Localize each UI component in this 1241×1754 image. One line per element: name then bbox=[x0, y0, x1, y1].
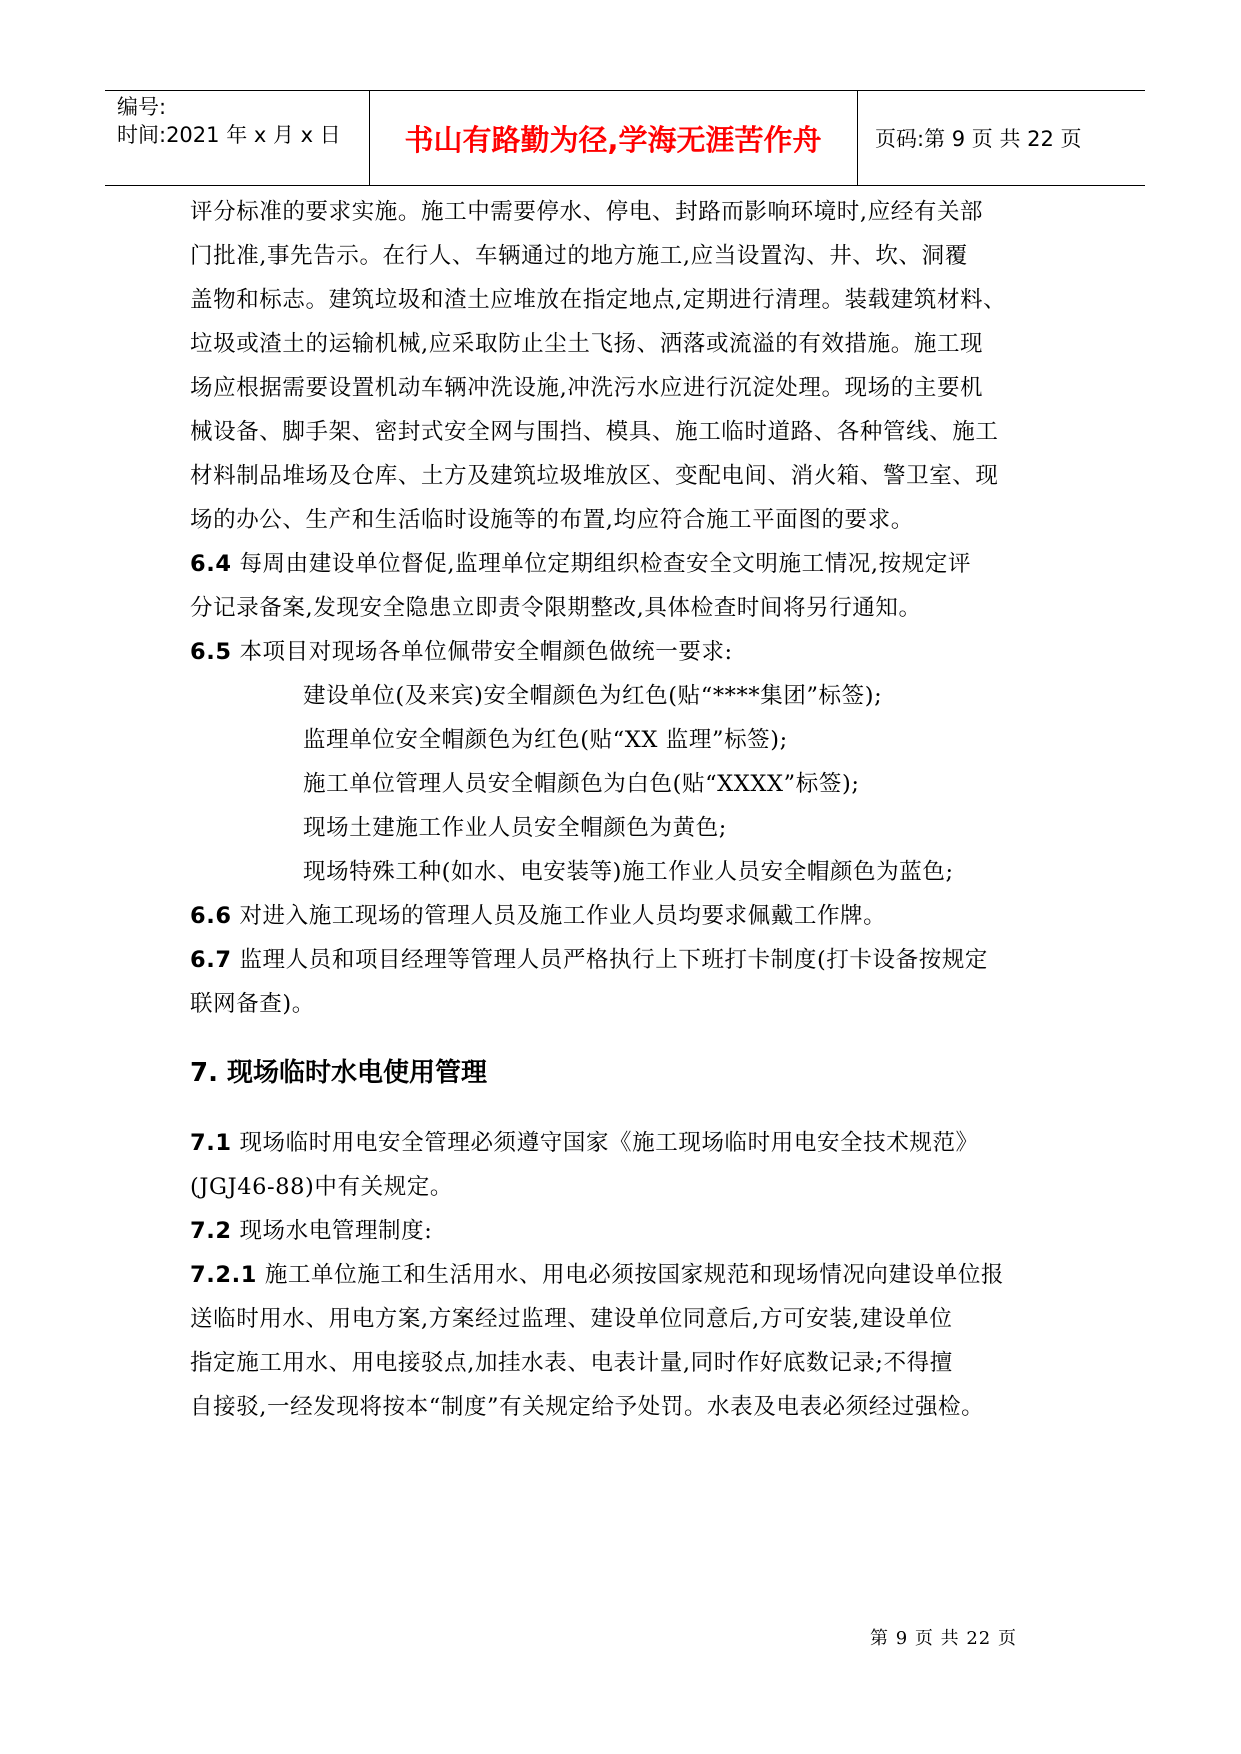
section-text: 本项目对现场各单位佩带安全帽颜色做统一要求: bbox=[239, 639, 733, 665]
section-6-5 bbox=[190, 637, 733, 667]
section-7-2-1 bbox=[190, 1260, 1004, 1290]
helmet-rule: 施工单位管理人员安全帽颜色为白色(贴“XXXX”标签); bbox=[303, 771, 860, 797]
text-line: 指定施工用水、用电接驳点,加挂水表、电表计量,同时作好底数记录;不得擅 bbox=[190, 1350, 953, 1376]
page-footer: 第 9 页 共 22 页 bbox=[870, 1628, 1017, 1649]
section-heading: 7. 现场临时水电使用管理 bbox=[190, 1058, 488, 1088]
helmet-rule: 现场特殊工种(如水、电安装等)施工作业人员安全帽颜色为蓝色; bbox=[303, 859, 954, 885]
section-number: 6.4 bbox=[190, 551, 232, 577]
section-7-1 bbox=[190, 1128, 979, 1158]
header-motto: 书山有路勤为径,学海无涯苦作舟 bbox=[404, 122, 822, 157]
section-6-4 bbox=[190, 549, 971, 579]
section-number: 7.1 bbox=[190, 1130, 232, 1156]
text-line: 自接驳,一经发现将按本“制度”有关规定给予处罚。水表及电表必须经过强检。 bbox=[190, 1394, 985, 1420]
section-number: 6.7 bbox=[190, 947, 232, 973]
text-line: 材料制品堆场及仓库、土方及建筑垃圾堆放区、变配电间、消火箱、警卫室、现 bbox=[190, 463, 999, 489]
text-line: 门批准,事先告示。在行人、车辆通过的地方施工,应当设置沟、井、坎、洞覆 bbox=[190, 243, 968, 269]
helmet-rule: 建设单位(及来宾)安全帽颜色为红色(贴“****集团”标签); bbox=[303, 683, 883, 709]
text-line: 场的办公、生产和生活临时设施等的布置,均应符合施工平面图的要求。 bbox=[190, 507, 914, 533]
section-number: 6.6 bbox=[190, 903, 232, 929]
section-text: 对进入施工现场的管理人员及施工作业人员均要求佩戴工作牌。 bbox=[239, 903, 887, 929]
text-line: 评分标准的要求实施。施工中需要停水、停电、封路而影响环境时,应经有关部 bbox=[190, 199, 984, 225]
header-divider bbox=[857, 91, 858, 185]
header-meta bbox=[117, 93, 341, 149]
header-page-info: 页码:第 9 页 共 22 页 bbox=[875, 127, 1082, 151]
section-7-2 bbox=[190, 1216, 432, 1246]
section-6-6 bbox=[190, 901, 886, 931]
text-line: 场应根据需要设置机动车辆冲洗设施,冲洗污水应进行沉淀处理。现场的主要机 bbox=[190, 375, 984, 401]
time-line: 时间:2021 年 x 月 x 日 bbox=[117, 123, 341, 147]
text-line: (JGJ46-88)中有关规定。 bbox=[190, 1174, 454, 1200]
helmet-rule: 现场土建施工作业人员安全帽颜色为黄色; bbox=[303, 815, 727, 841]
section-number: 7.2 bbox=[190, 1218, 232, 1244]
text-line: 械设备、脚手架、密封式安全网与围挡、模具、施工临时道路、各种管线、施工 bbox=[190, 419, 999, 445]
text-line: 垃圾或渣土的运输机械,应采取防止尘土飞扬、洒落或流溢的有效措施。施工现 bbox=[190, 331, 984, 357]
section-text: 每周由建设单位督促,监理单位定期组织检查安全文明施工情况,按规定评 bbox=[239, 551, 972, 577]
serial-label: 编号: bbox=[117, 95, 167, 119]
section-6-7 bbox=[190, 945, 988, 975]
text-line: 分记录备案,发现安全隐患立即责令限期整改,具体检查时间将另行通知。 bbox=[190, 595, 922, 621]
section-number: 7.2.1 bbox=[190, 1262, 258, 1288]
section-text: 现场临时用电安全管理必须遵守国家《施工现场临时用电安全技术规范》 bbox=[239, 1130, 979, 1156]
helmet-rule: 监理单位安全帽颜色为红色(贴“XX 监理”标签); bbox=[303, 727, 788, 753]
text-line: 盖物和标志。建筑垃圾和渣土应堆放在指定地点,定期进行清理。装载建筑材料、 bbox=[190, 287, 1007, 313]
page-header bbox=[105, 90, 1145, 186]
section-number: 6.5 bbox=[190, 639, 232, 665]
section-text: 施工单位施工和生活用水、用电必须按国家规范和现场情况向建设单位报 bbox=[264, 1262, 1005, 1288]
section-text: 监理人员和项目经理等管理人员严格执行上下班打卡制度(打卡设备按规定 bbox=[239, 947, 989, 973]
section-text: 现场水电管理制度: bbox=[239, 1218, 433, 1244]
text-line: 送临时用水、用电方案,方案经过监理、建设单位同意后,方可安装,建设单位 bbox=[190, 1306, 953, 1332]
text-line: 联网备查)。 bbox=[190, 991, 315, 1017]
